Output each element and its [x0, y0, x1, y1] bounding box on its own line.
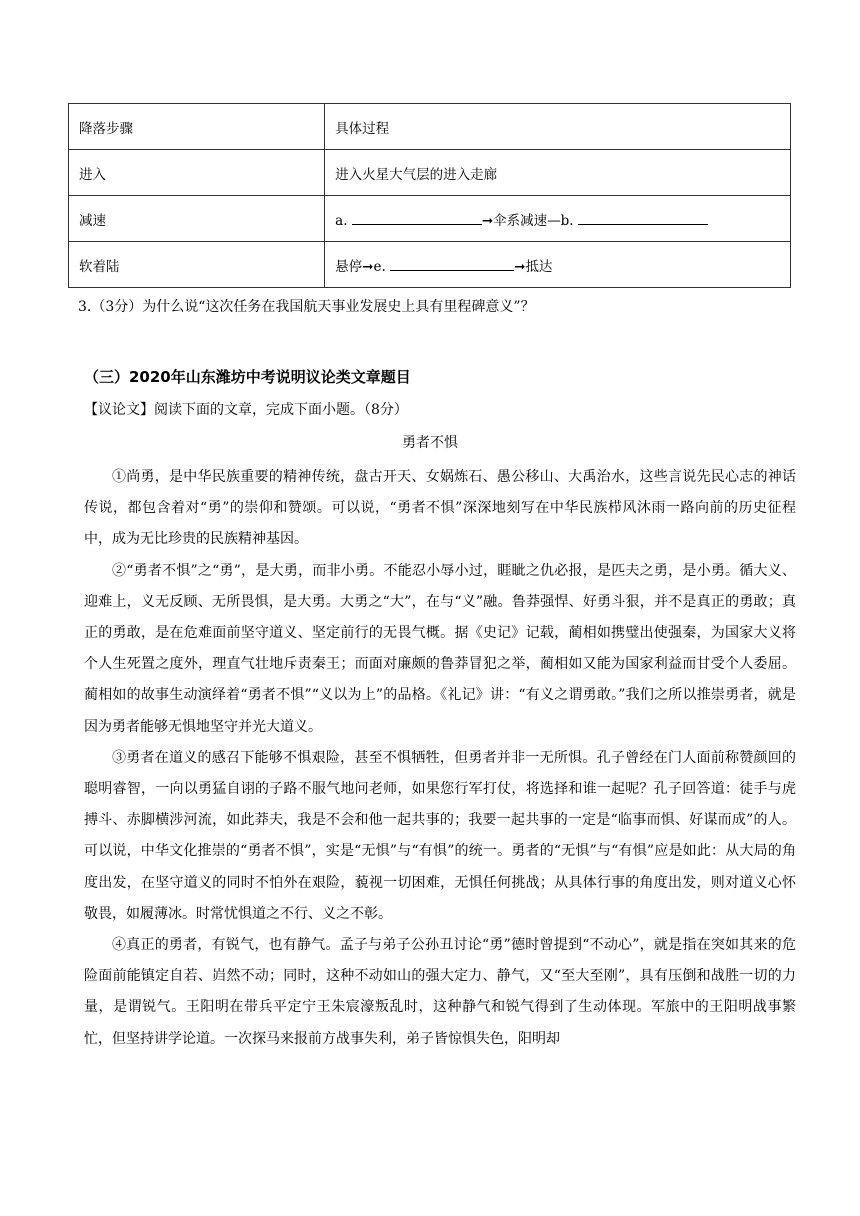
process-suffix-text: ➞抵达: [514, 258, 553, 275]
process-prefix-text: 悬停➞e.: [335, 258, 391, 275]
table-cell-step: 减速: [69, 196, 325, 242]
paragraph: ①尚勇，是中华民族重要的精神传统，盘古开天、女娲炼石、愚公移山、大禹治水，这些言说先民心志的神话传说，都包含着对“勇”的崇仰和赞颂。可以说，“勇者不惧”深深地刻写在中华民族栉风沐雨一路向前的历史征程中，成为无比珍贵的民族精神基因。: [84, 469, 796, 548]
landing-steps-table: [68, 103, 791, 288]
fill-blank-a: [352, 212, 482, 225]
blank-label-a: a.: [335, 212, 352, 229]
table-header-cell: 降落步骤: [69, 104, 325, 150]
table-cell-step: 进入: [69, 150, 325, 196]
table-row: [69, 242, 791, 288]
section-heading: （三）2020年山东潍坊中考说明议论类文章题目: [84, 368, 411, 386]
reading-instruction: 【议论文】阅读下面的文章，完成下面小题。（8分）: [84, 402, 408, 418]
table-cell-process: [325, 196, 791, 242]
article-body: [84, 462, 796, 1055]
table-row: [69, 196, 791, 242]
table-cell-process: 进入火星大气层的进入走廊: [325, 150, 791, 196]
table-header-row: [69, 104, 791, 150]
paragraph: ③勇者在道义的感召下能够不惧艰险，甚至不惧牺牲，但勇者并非一无所惧。孔子曾经在门人面前称赞颜回的聪明睿智，一向以勇猛自诩的子路不服气地问老师，如果您行军打仗，将选择和谁一起呢？孔子回答道：徒手与虎搏斗、赤脚横涉河流，如此莽夫，我是不会和他一起共事的；我要一起共事的一定是“临事而惧、好谋而成”的人。可以说，中华文化推崇的“勇者不惧”，实是“无惧”与“有惧”的统一。勇者的“无惧”与“有惧”应是如此：从大局的角度出发，在坚守道义的同时不怕外在艰险，藐视一切困难，无惧任何挑战；从具体行事的角度出发，则对道义心怀敬畏，如履薄冰。时常忧惧道之不行、义之不彰。: [84, 749, 796, 922]
table-cell-process: [325, 242, 791, 288]
process-middle-text: ➞伞系减速—b.: [481, 212, 578, 229]
paragraph: ④真正的勇者，有锐气，也有静气。孟子与弟子公孙丑讨论“勇”德时曾提到“不动心”，就是指在突如其来的危险面前能镇定自若、岿然不动；同时，这种不动如山的强大定力、静气，又“至大至刚”，具有压倒和战胜一切的力量，是谓锐气。王阳明在带兵平定宁王朱宸濠叛乱时，这种静气和锐气得到了生动体现。军旅中的王阳明战事繁忙，但坚持讲学论道。一次探马来报前方战事失利，弟子皆惊惧失色，阳明却: [84, 937, 796, 1047]
paragraph: ②“勇者不惧”之“勇”，是大勇，而非小勇。不能忍小辱小过，睚眦之仇必报，是匹夫之勇，是小勇。循大义、迎难上，义无反顾、无所畏惧，是大勇。大勇之“大”，在与“义”融。鲁莽强悍、好勇斗狠，并不是真正的勇敢；真正的勇敢，是在危难面前坚守道义、坚定前行的无畏气概。据《史记》记载，蔺相如携璧出使强秦，为国家大义将个人生死置之度外，理直气壮地斥责秦王；而面对廉颇的鲁莽冒犯之举，蔺相如又能为国家利益而甘受个人委屈。蔺相如的故事生动演绎着“勇者不惧”“义以为上”的品格。《礼记》讲：“有义之谓勇敢。”我们之所以推崇勇者，就是因为勇者能够无惧地坚守并光大道义。: [84, 562, 796, 735]
article-title: 勇者不惧: [402, 435, 458, 451]
fill-blank-b: [578, 212, 708, 225]
table-cell-step: 软着陆: [69, 242, 325, 288]
table-header-cell: 具体过程: [325, 104, 791, 150]
table-row: [69, 150, 791, 196]
question-3: 3.（3分）为什么说“这次任务在我国航天事业发展史上具有里程碑意义”？: [78, 299, 535, 315]
fill-blank-e: [390, 258, 514, 271]
